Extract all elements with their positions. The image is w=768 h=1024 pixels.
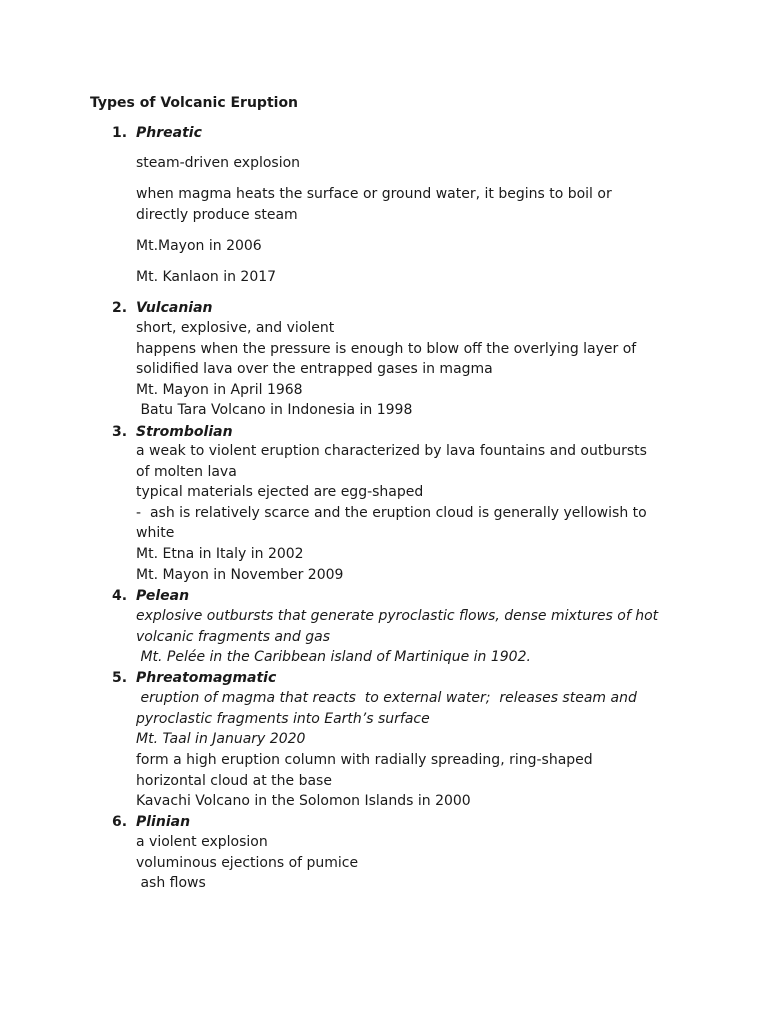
section-number: 2. — [112, 300, 128, 316]
list-item: typical materials ejected are egg-shaped — [136, 484, 424, 501]
list-item: a weak to violent eruption characterized by lava fountains and outbursts — [136, 443, 647, 459]
section-heading: Strombolian — [136, 424, 233, 440]
section-number: 5. — [112, 670, 128, 686]
section-heading: Plinian — [136, 814, 191, 830]
list-item: horizontal cloud at the base — [136, 772, 332, 789]
phreatomagmatic-text — [136, 750, 696, 812]
phreatic-text — [136, 153, 696, 288]
document-title: Types of Volcanic Eruption — [90, 95, 299, 111]
vulcanian-text — [136, 318, 696, 421]
list-item: Mt. Mayon in November 2009 — [136, 566, 344, 583]
list-item: happens when the pressure is enough to blow off the overlying layer of — [136, 340, 637, 357]
list-item: white — [136, 525, 175, 542]
section-number: 4. — [112, 588, 128, 604]
list-item: a violent explosion — [136, 834, 268, 850]
section-heading: Vulcanian — [136, 300, 213, 316]
section-heading: Phreatic — [136, 125, 202, 141]
list-item: volcanic fragments and gas — [136, 628, 330, 645]
list-item: short, explosive, and violent — [136, 320, 335, 336]
list-item: Kavachi Volcano in the Solomon Islands in 2000 — [136, 793, 471, 810]
list-item: when magma heats the surface or ground water, it begins to boil or — [136, 186, 612, 202]
phreatomagmatic-italic-text — [136, 688, 696, 750]
list-item: eruption of magma that reacts to external water; releases steam and — [136, 690, 637, 706]
section-heading: Pelean — [136, 588, 190, 604]
list-item: form a high eruption column with radially spreading, ring-shaped — [136, 752, 593, 768]
list-item: Mt. Kanlaon in 2017 — [136, 269, 277, 285]
list-item: of molten lava — [136, 463, 237, 480]
list-item: Mt. Taal in January 2020 — [136, 731, 306, 748]
list-item: directly produce steam — [136, 207, 298, 223]
list-item: solidified lava over the entrapped gases in magma — [136, 361, 493, 378]
plinian-text — [136, 832, 696, 894]
pelean-text — [136, 606, 696, 668]
section-number: 3. — [112, 424, 128, 440]
list-item: explosive outbursts that generate pyroclastic flows, dense mixtures of hot — [136, 608, 659, 624]
list-item: pyroclastic fragments into Earth’s surface — [136, 710, 430, 727]
list-item: - ash is relatively scarce and the eruption cloud is generally yellowish to — [136, 504, 647, 521]
section-heading: Phreatomagmatic — [136, 670, 277, 686]
section-number: 1. — [112, 125, 128, 141]
list-item: Mt. Pelée in the Caribbean island of Martinique in 1902. — [136, 649, 531, 666]
list-item: ash flows — [136, 875, 206, 892]
list-item: Mt. Mayon in April 1968 — [136, 381, 303, 398]
section-number: 6. — [112, 814, 128, 830]
list-item: Mt. Etna in Italy in 2002 — [136, 545, 304, 562]
strombolian-text — [136, 441, 696, 585]
list-item: steam-driven explosion — [136, 155, 301, 171]
list-item: Mt.Mayon in 2006 — [136, 238, 262, 254]
list-item: Batu Tara Volcano in Indonesia in 1998 — [136, 402, 413, 419]
list-item: voluminous ejections of pumice — [136, 854, 359, 871]
